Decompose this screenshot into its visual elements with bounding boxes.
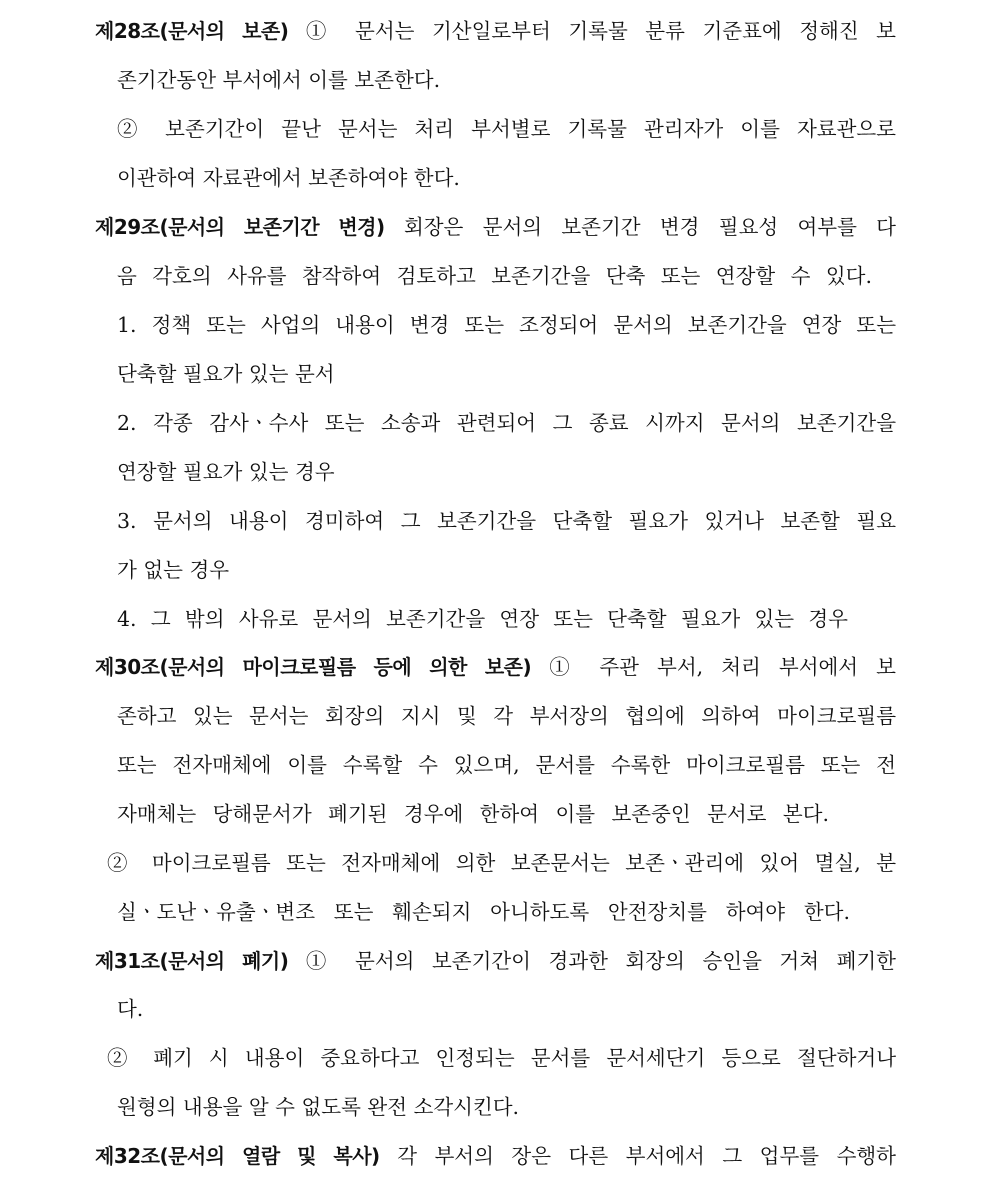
article-30-line-6: [0, 888, 850, 936]
article-30-text: 자매체는 당해문서가 폐기된 경우에 한하여 이를 보존중인 문서로 본다.: [117, 802, 829, 826]
article-28-text: ① 문서는 기산일로부터 기록물 분류 기준표에 정해진 보: [305, 19, 896, 43]
article-31-line-4: [0, 1083, 992, 1131]
article-28-text: 이관하여 자료관에서 보존하여야 한다.: [117, 166, 460, 190]
article-32-text: 각 부서의 장은 다른 부서에서 그 업무를 수행하: [397, 1144, 896, 1168]
article-30-heading: 제30조(문서의 마이크로필름 등에 의한 보존): [95, 655, 532, 679]
article-30-text: 실ㆍ도난ㆍ유출ㆍ변조 또는 훼손되지 아니하도록 안전장치를 하여야 한다.: [117, 900, 850, 924]
article-29-text: 음 각호의 사유를 참작하여 검토하고 보존기간을 단축 또는 연장할 수 있다.: [117, 264, 872, 288]
article-29-item-1: [0, 301, 896, 349]
article-30-line-3: [0, 741, 896, 789]
article-31-line-2: [0, 985, 992, 1033]
article-30-text: ① 주관 부서, 처리 부서에서 보: [549, 655, 896, 679]
article-31-line-3: [0, 1034, 896, 1082]
article-30-line-4: [0, 790, 829, 838]
article-29-line-1: [0, 203, 896, 251]
article-29-item-2-cont: [0, 448, 992, 496]
article-29-text: 연장할 필요가 있는 경우: [117, 460, 335, 484]
article-29-text: 가 없는 경우: [117, 558, 230, 582]
article-28-text: 존기간동안 부서에서 이를 보존한다.: [117, 68, 441, 92]
article-32-line-1: [0, 1132, 896, 1180]
article-28-line-3: [0, 105, 896, 153]
article-29-text: 4. 그 밖의 사유로 문서의 보존기간을 연장 또는 단축할 필요가 있는 경우: [117, 607, 848, 631]
article-30-line-2: [0, 692, 896, 740]
article-28-heading: 제28조(문서의 보존): [95, 19, 289, 43]
article-29-item-2: [0, 399, 896, 447]
article-29-text: 3. 문서의 내용이 경미하여 그 보존기간을 단축할 필요가 있거나 보존할 필요: [117, 509, 896, 533]
article-31-line-1: [0, 937, 896, 985]
article-31-text: 원형의 내용을 알 수 없도록 완전 소각시킨다.: [117, 1095, 520, 1119]
article-30-text: 존하고 있는 문서는 회장의 지시 및 각 부서장의 협의에 의하여 마이크로필름: [117, 704, 896, 728]
article-31-text: 다.: [117, 997, 144, 1021]
article-31-text: ② 폐기 시 내용이 중요하다고 인정되는 문서를 문서세단기 등으로 절단하거나: [107, 1046, 896, 1070]
article-29-text: 단축할 필요가 있는 문서: [117, 362, 335, 386]
article-30-text: ② 마이크로필름 또는 전자매체에 의한 보존문서는 보존ㆍ관리에 있어 멸실, 분: [107, 851, 896, 875]
article-29-item-3-cont: [0, 546, 992, 594]
article-28-text: ② 보존기간이 끝난 문서는 처리 부서별로 기록물 관리자가 이를 자료관으로: [117, 117, 896, 141]
article-30-line-5: [0, 839, 896, 887]
article-29-line-2: [0, 252, 872, 300]
article-28-line-1: [0, 7, 896, 55]
article-29-item-4: [0, 595, 848, 643]
article-30-text: 또는 전자매체에 이를 수록할 수 있으며, 문서를 수록한 마이크로필름 또는 전: [117, 753, 896, 777]
article-32-heading: 제32조(문서의 열람 및 복사): [95, 1144, 380, 1168]
article-31-heading: 제31조(문서의 폐기): [95, 949, 289, 973]
article-31-text: ① 문서의 보존기간이 경과한 회장의 승인을 거쳐 폐기한: [305, 949, 896, 973]
article-30-line-1: [0, 643, 896, 691]
article-28-line-2: [0, 56, 992, 104]
article-29-text: 2. 각종 감사ㆍ수사 또는 소송과 관련되어 그 종료 시까지 문서의 보존기간을: [117, 411, 896, 435]
article-29-heading: 제29조(문서의 보존기간 변경): [95, 215, 385, 239]
article-29-item-3: [0, 497, 896, 545]
article-29-item-1-cont: [0, 350, 992, 398]
article-29-text: 1. 정책 또는 사업의 내용이 변경 또는 조정되어 문서의 보존기간을 연장 또는: [117, 313, 896, 337]
article-28-line-4: [0, 154, 992, 202]
article-29-text: 회장은 문서의 보존기간 변경 필요성 여부를 다: [403, 215, 896, 239]
